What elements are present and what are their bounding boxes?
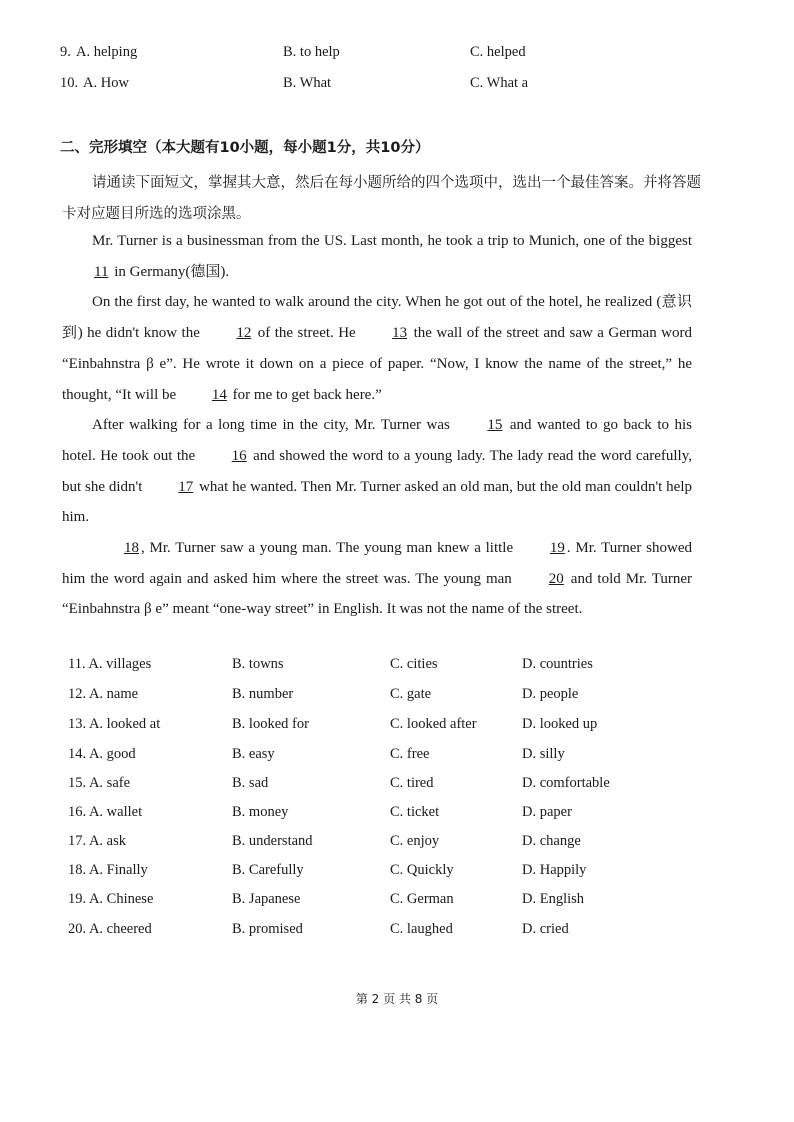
- text: what he wanted. Then Mr. Turner asked an old man, but the old man couldn't help him.: [62, 478, 692, 526]
- text: , Mr. Turner saw a young man. The young man knew a little: [141, 540, 518, 557]
- option-c: C. free: [390, 746, 430, 762]
- option-c: C. Quickly: [390, 862, 454, 878]
- q9-number: 9.: [60, 44, 71, 60]
- text: the wall of the street and saw a German word “Einbahnstra β e”. He wrote it down on a piece of paper. “Now, I know the name of the street,” he thought, “It will be: [62, 325, 692, 403]
- text: and told Mr. Turner “Einbahnstra β e” meant “one-way street” in English. It was not the name of the street.: [62, 570, 692, 618]
- option-a: 14. A. good: [68, 746, 136, 762]
- blank-14: 14: [211, 386, 227, 403]
- option-d: D. comfortable: [522, 775, 610, 791]
- option-b: B. Carefully: [232, 862, 304, 878]
- option-b: B. towns: [232, 656, 284, 672]
- blank-12: 12: [236, 325, 252, 342]
- option-d: D. change: [522, 833, 581, 849]
- option-a: 12. A. name: [68, 686, 139, 702]
- blank-11: 11: [94, 263, 109, 280]
- page-number: 第 2 页 共 8 页: [355, 992, 439, 1006]
- option-d: D. people: [522, 686, 579, 702]
- blank-16: 16: [231, 447, 247, 464]
- option-a: 17. A. ask: [68, 833, 126, 849]
- option-d: D. cried: [522, 921, 569, 937]
- text: for me to get back here.”: [228, 386, 382, 403]
- option-b: B. sad: [232, 775, 269, 791]
- option-d: D. looked up: [522, 716, 598, 732]
- option-d: D. silly: [522, 746, 565, 762]
- paragraph-4: [62, 533, 692, 625]
- text: Mr. Turner is a businessman from the US. Last month, he took a trip to Munich, one of the biggest: [92, 233, 692, 249]
- option-c: C. tired: [390, 775, 434, 791]
- text: After walking for a long time in the city, Mr. Turner was: [92, 417, 456, 434]
- option-a: 20. A. cheered: [68, 921, 152, 937]
- cloze-passage: [62, 226, 692, 625]
- option-d: D. Happily: [522, 862, 587, 878]
- text: of the street. He: [253, 325, 361, 342]
- section-instruction: 请通读下面短文，掌握其大意，然后在每小题所给的四个选项中，选出一个最佳答案。并将答题卡对应题目所选的选项涂黑。: [62, 175, 701, 222]
- section-heading: 二、完形填空（本大题有10小题，每小题1分，共10分）: [60, 140, 430, 156]
- option-a: 18. A. Finally: [68, 862, 148, 878]
- q10-option-c: C. What a: [470, 75, 529, 91]
- blank-18: 18: [124, 540, 139, 557]
- option-c: C. gate: [390, 686, 432, 702]
- option-d: D. paper: [522, 804, 572, 820]
- q9-option-b: B. to help: [283, 44, 340, 60]
- option-c: C. cities: [390, 656, 438, 672]
- option-c: C. looked after: [390, 716, 477, 732]
- option-a: 15. A. safe: [68, 775, 131, 791]
- text: in Germany(德国).: [110, 263, 230, 280]
- text: and wanted to go back to his hotel. He took out the: [62, 417, 692, 464]
- option-b: B. Japanese: [232, 891, 301, 907]
- option-b: B. promised: [232, 921, 303, 937]
- option-b: B. looked for: [232, 716, 309, 732]
- option-a: 19. A. Chinese: [68, 891, 154, 907]
- paragraph-3: [62, 410, 692, 533]
- paragraph-2: [62, 287, 692, 410]
- blank-17: 17: [178, 478, 194, 495]
- q9-option-a: A. helping: [76, 44, 138, 60]
- paragraph-1: [62, 226, 692, 287]
- option-d: D. English: [522, 891, 585, 907]
- blank-19: 19: [549, 540, 565, 557]
- blank-13: 13: [392, 325, 408, 342]
- option-c: C. enjoy: [390, 833, 440, 849]
- option-c: C. laughed: [390, 921, 453, 937]
- option-d: D. countries: [522, 656, 593, 672]
- option-b: B. money: [232, 804, 289, 820]
- q9-option-c: C. helped: [470, 44, 526, 60]
- q10-number: 10.: [60, 75, 79, 91]
- option-a: 16. A. wallet: [68, 804, 143, 820]
- option-b: B. easy: [232, 746, 275, 762]
- blank-15: 15: [487, 417, 503, 434]
- text: . Mr. Turner showed him the word again and asked him where the street was. The young man: [62, 540, 692, 587]
- text: and showed the word to a young lady. The lady read the word carefully, but she didn't: [62, 447, 692, 495]
- blank-20: 20: [548, 570, 564, 587]
- q10-option-b: B. What: [283, 75, 332, 91]
- option-a: 13. A. looked at: [68, 716, 161, 732]
- q10-option-a: A. How: [83, 75, 129, 91]
- text: On the first day, he wanted to walk around the city. When he got out of the hotel, he realized (意识到) he didn't know the: [62, 294, 692, 342]
- option-b: B. number: [232, 686, 294, 702]
- option-b: B. understand: [232, 833, 313, 849]
- option-c: C. ticket: [390, 804, 440, 820]
- option-a: 11. A. villages: [68, 656, 152, 672]
- option-c: C. German: [390, 891, 454, 907]
